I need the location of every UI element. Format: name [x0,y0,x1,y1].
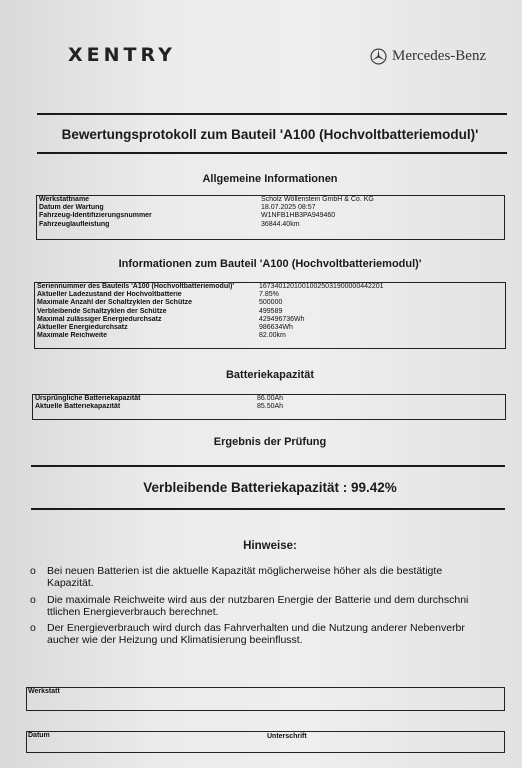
row-label: Maximale Reichweite [37,332,108,340]
list-item [30,622,500,646]
xentry-logo: XENTRY [68,44,176,66]
table-row [35,316,505,324]
table-row [37,196,504,204]
hinweis-line: aucher wie der Heizung und Klimatisierung beeinflusst. [47,634,303,646]
bullet: o [30,565,36,577]
row-value: 500000 [259,299,283,307]
row-value: 7.85% [259,291,279,299]
table-row [37,221,504,229]
row-label: Fahrzeuglaufleistung [39,220,110,228]
werkstatt-label: Werkstatt [28,688,60,695]
row-label: Seriennummer des Bauteils 'A100 (Hochvoltbatteriemodul)' [37,283,235,290]
table-row [35,332,505,340]
document-title: Bewertungsprotokoll zum Bauteil 'A100 (Hochvoltbatteriemodul)' [61,127,479,142]
hinweise-heading: Hinweise: [243,540,297,552]
row-value: 429496736Wh [259,315,305,323]
table-row [35,299,505,307]
row-label: Fahrzeug-Identifizierungsnummer [39,212,152,220]
bullet: o [30,594,36,606]
row-value: 18.07.2025 08:57 [261,204,316,212]
row-value: 16734012010010025031900000442201 [259,283,384,290]
row-label: Maximal zulässiger Energiedurchsatz [37,315,162,323]
table-row [35,324,505,332]
mercedes-benz-logo [370,48,486,65]
row-value: 82.00km [259,332,286,340]
table-row [33,403,505,411]
row-value: 499589 [259,307,283,315]
werkstatt-field[interactable] [26,687,505,711]
section-heading-bauteil: Informationen zum Bauteil 'A100 (Hochvoltbatteriemodul)' [118,258,422,270]
divider [31,508,505,510]
divider [31,465,505,467]
table-row [35,283,505,291]
unterschrift-label: Unterschrift [267,733,307,740]
list-item [30,594,500,618]
row-label: Maximale Anzahl der Schaltzyklen der Schütze [37,299,192,307]
kapazitaet-table [32,394,506,420]
list-item [30,565,500,589]
datum-label: Datum [28,732,50,739]
row-label: Aktueller Ladezustand der Hochvoltbatterie [37,291,182,299]
row-label: Datum der Wartung [39,204,104,212]
hinweis-line: Die maximale Reichweite wird aus der nutzbaren Energie der Batterie und dem durchschni [47,594,469,606]
row-value: 85.50Ah [257,403,284,411]
hinweis-line: Kapazität. [47,577,94,589]
row-value: 36844.40km [261,220,300,228]
row-value: 86.00Ah [257,395,284,402]
row-label: Aktuelle Batteriekapazität [35,403,121,411]
row-label: Ursprüngliche Batteriekapazität [35,395,141,402]
section-heading-allgemein: Allgemeine Informationen [202,173,338,185]
table-row [35,308,505,316]
hinweis-line: Der Energieverbrauch wird durch das Fahrverhalten und die Nutzung anderer Nebenverbr [47,622,465,634]
result-text: Verbleibende Batteriekapazität : 99.42% [143,480,397,495]
table-row [37,204,504,212]
bauteil-table [34,282,506,349]
row-label: Aktueller Energiedurchsatz [37,324,128,332]
row-label: Werkstattname [39,196,90,203]
divider [37,113,507,115]
section-heading-ergebnis: Ergebnis der Prüfung [213,436,327,448]
hinweis-line: ttlichen Energieverbrauch berechnet. [47,606,219,618]
mercedes-star-icon [370,48,387,65]
row-value: W1NFB1HB3PA949460 [261,212,336,220]
allgemein-table [36,195,505,240]
table-row [33,395,505,403]
bullet: o [30,622,36,634]
row-label: Verbleibende Schaltzyklen der Schütze [37,307,167,315]
brand-name: Mercedes-Benz [392,48,487,64]
table-row [37,212,504,220]
table-row [35,291,505,299]
datum-unterschrift-field[interactable] [26,731,505,753]
section-heading-kapazitaet: Batteriekapazität [225,369,315,381]
row-value: Scholz Wöllenstein GmbH & Co. KG [261,196,374,203]
row-value: 986634Wh [259,324,293,332]
hinweis-line: Bei neuen Batterien ist die aktuelle Kapazität möglicherweise höher als die bestätigte [47,565,443,577]
divider [37,152,507,154]
